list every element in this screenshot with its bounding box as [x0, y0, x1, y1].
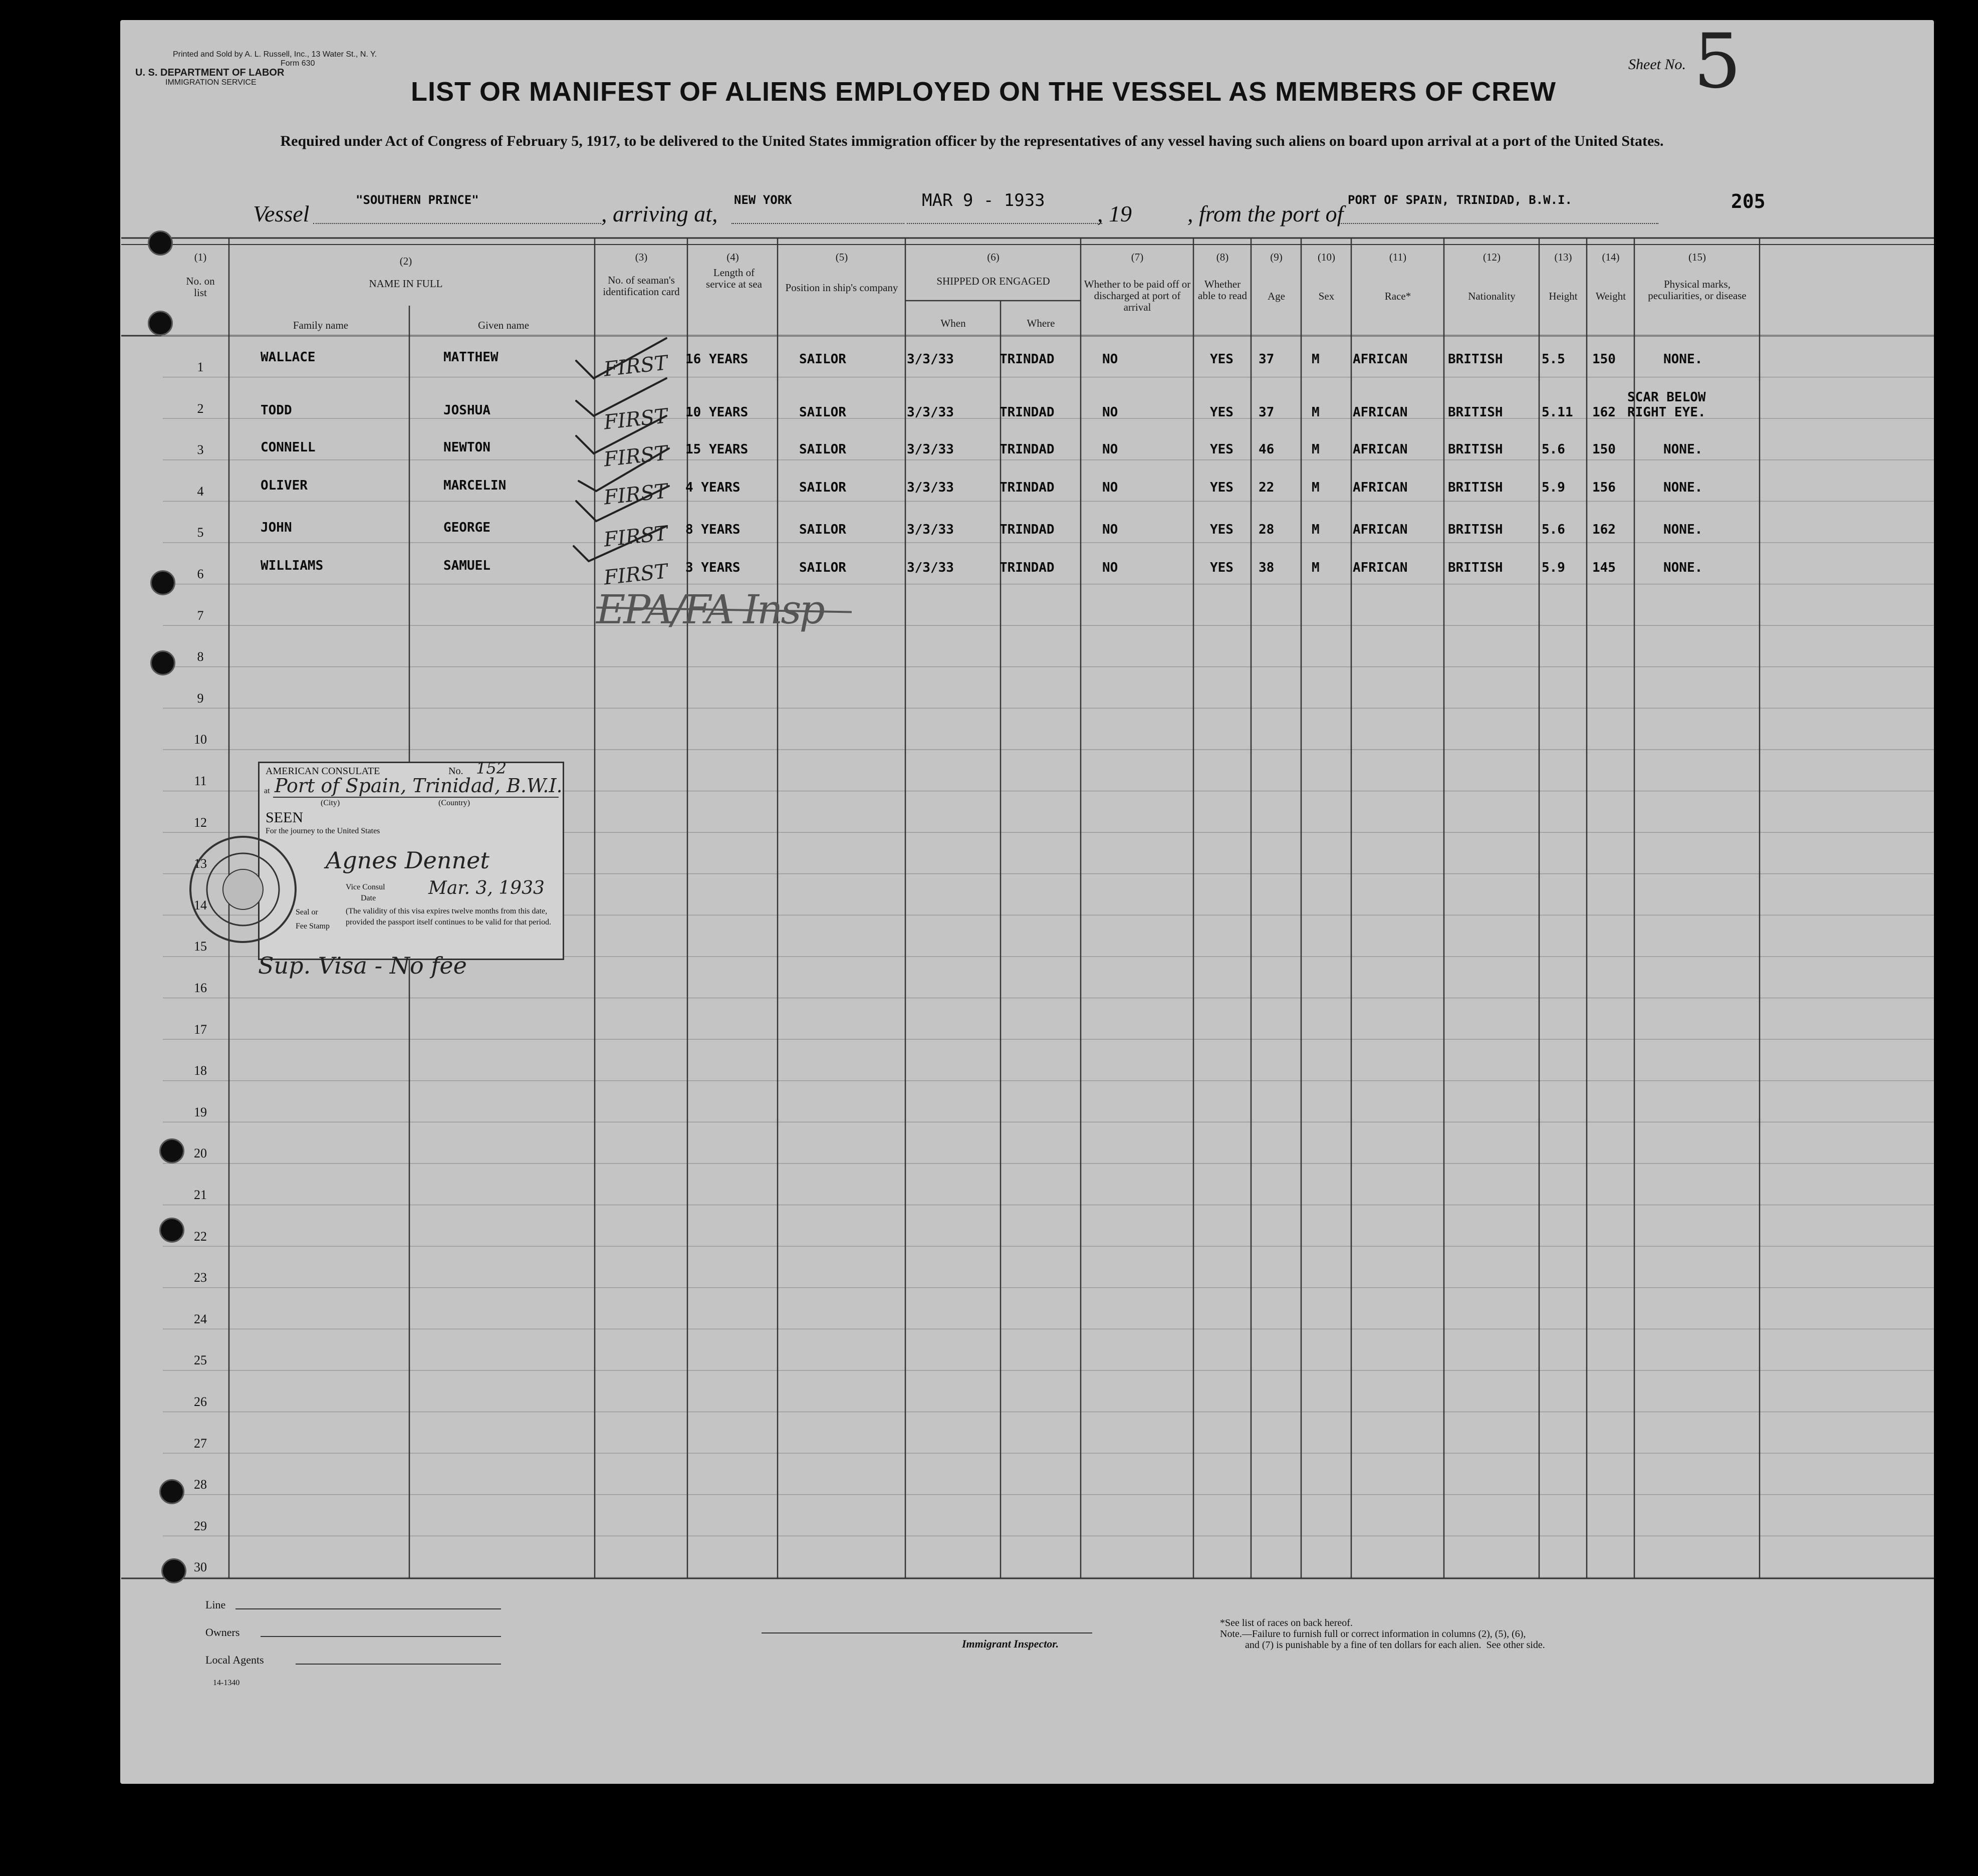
stamp-no: 152: [476, 759, 507, 778]
agents-label: Local Agents: [205, 1654, 264, 1666]
position-cell: SAILOR: [799, 560, 846, 575]
row-number: 10: [194, 732, 207, 747]
arriving-label: , arriving at,: [601, 201, 718, 226]
able-to-read-cell: YES: [1210, 480, 1233, 495]
nationality-cell: BRITISH: [1448, 560, 1503, 575]
height-cell: 5.9: [1542, 560, 1565, 575]
nationality-cell: BRITISH: [1448, 405, 1503, 420]
inspector-initials: EPA/FA Insp: [596, 586, 823, 633]
punch-hole: [150, 570, 175, 595]
row-number: 13: [194, 856, 207, 871]
col-11-label: Race*: [1384, 290, 1411, 302]
country-caption: (Country): [438, 799, 470, 807]
owners-label: Owners: [205, 1626, 240, 1638]
col-7-label: Whether to be paid off or discharged at port of arrival: [1084, 278, 1191, 313]
vessel-label: Vessel: [253, 201, 310, 226]
service-length-cell: 10 YEARS: [685, 405, 749, 420]
shipped-where-cell: TRINDAD: [1000, 560, 1055, 575]
owners-rule: [261, 1636, 501, 1637]
id-card-mark: FIRST: [602, 441, 669, 472]
row-number: 1: [197, 360, 204, 374]
shipped-when-cell: 3/3/33: [907, 560, 954, 575]
city-rule: [273, 797, 559, 798]
id-card-mark: FIRST: [602, 522, 669, 552]
row-number: 18: [194, 1063, 207, 1078]
sheet-label: Sheet No.: [1628, 56, 1686, 73]
sex-cell: M: [1312, 480, 1320, 495]
race-cell: AFRICAN: [1353, 405, 1408, 420]
col-5-label: Position in ship's company: [785, 282, 898, 294]
shipped-where-cell: TRINDAD: [1000, 405, 1055, 420]
family-name-cell: WILLIAMS: [261, 558, 324, 573]
row-number: 30: [194, 1560, 207, 1575]
row-number: 6: [197, 567, 204, 581]
consul-label: Vice Consul: [346, 883, 385, 891]
row-number: 15: [194, 939, 207, 954]
col-4-label: Length of service at sea: [706, 267, 762, 290]
col-2-label: NAME IN FULL: [369, 278, 443, 290]
col-1-header: (1): [194, 251, 207, 263]
inspector-rule: [762, 1632, 1092, 1633]
visa-note: Sup. Visa - No fee: [258, 952, 467, 979]
col-15-label: Physical marks, peculiarities, or disease: [1648, 278, 1747, 302]
shipped-when-cell: 3/3/33: [907, 405, 954, 420]
col-7-header: (7): [1131, 251, 1144, 263]
stamp-at: at: [264, 787, 270, 795]
seen-label: SEEN: [266, 809, 303, 826]
id-card-mark: FIRST: [602, 351, 669, 381]
punch-hole: [159, 1138, 184, 1163]
row-number: 8: [197, 649, 204, 664]
row-number: 26: [194, 1394, 207, 1409]
given-name-cell: MATTHEW: [443, 350, 499, 365]
service-length-cell: 16 YEARS: [685, 352, 749, 367]
col-13-label: Height: [1549, 290, 1578, 302]
col-3-label: No. of seaman's identification card: [603, 274, 680, 298]
department: U. S. DEPARTMENT OF LABOR: [135, 67, 285, 78]
col-11-header: (11): [1389, 251, 1407, 263]
service-length-cell: 4 YEARS: [685, 480, 740, 495]
family-name-cell: OLIVER: [261, 478, 308, 493]
row-number: 9: [197, 690, 204, 706]
col-6-header: (6): [987, 251, 1000, 263]
col-6-label: SHIPPED OR ENGAGED: [936, 275, 1050, 287]
line-label: Line: [205, 1598, 226, 1611]
service: IMMIGRATION SERVICE: [165, 78, 257, 87]
physical-marks-cell: NONE.: [1663, 442, 1703, 457]
weight-cell: 162: [1592, 405, 1616, 420]
agents-rule: [296, 1664, 501, 1665]
where-header: Where: [1027, 317, 1055, 329]
punch-hole: [159, 1479, 184, 1504]
paid-off-cell: NO: [1102, 442, 1118, 457]
row-number: 5: [197, 525, 204, 540]
col-1-label: No. on list: [186, 275, 215, 299]
shipped-when-cell: 3/3/33: [907, 442, 954, 457]
col-4-header: (4): [726, 251, 739, 263]
form-number: Form 630: [281, 59, 315, 68]
race-cell: AFRICAN: [1353, 560, 1408, 575]
shipped-when-cell: 3/3/33: [907, 480, 954, 495]
height-cell: 5.5: [1542, 352, 1565, 367]
given-name-cell: GEORGE: [443, 520, 490, 535]
col-10-label: Sex: [1318, 290, 1335, 302]
family-name-cell: JOHN: [261, 520, 292, 535]
stamp-no-label: No.: [448, 766, 463, 777]
row-number: 2: [197, 401, 204, 416]
row-number: 20: [194, 1146, 207, 1161]
given-name-cell: JOSHUA: [443, 403, 490, 418]
id-card-mark: FIRST: [602, 560, 669, 590]
journey-text: For the journey to the United States: [266, 827, 380, 835]
date-caption: Date: [361, 894, 376, 902]
shipped-where-cell: TRINDAD: [1000, 480, 1055, 495]
from-port-label: , from the port of: [1187, 201, 1344, 226]
row-number: 23: [194, 1270, 207, 1285]
service-length-cell: 15 YEARS: [685, 442, 749, 457]
footer-note: *See list of races on back hereof. Note.—Failure to furnish full or correct information in columns (2), (5), (6), and (7) is punishable by a fine of ten dollars for each alien. See other side.: [1220, 1617, 1545, 1651]
consul-signature: Agnes Dennet: [326, 847, 489, 874]
when-header: When: [940, 317, 966, 329]
age-cell: 46: [1259, 442, 1275, 457]
weight-cell: 150: [1592, 442, 1616, 457]
row-number: 22: [194, 1229, 207, 1244]
row-number: 11: [194, 774, 207, 788]
paid-off-cell: NO: [1102, 522, 1118, 537]
race-cell: AFRICAN: [1353, 480, 1408, 495]
row-number: 16: [194, 981, 207, 995]
city-caption: (City): [321, 799, 340, 807]
able-to-read-cell: YES: [1210, 405, 1233, 420]
height-cell: 5.11: [1542, 405, 1573, 420]
able-to-read-cell: YES: [1210, 352, 1233, 367]
validity-text: (The validity of this visa expires twelve months from this date, provided the passport itself continues to be valid for that period.: [346, 907, 552, 926]
arrival-date: MAR 9 - 1933: [922, 190, 1045, 210]
race-cell: AFRICAN: [1353, 442, 1408, 457]
row-number: 28: [194, 1477, 207, 1492]
able-to-read-cell: YES: [1210, 522, 1233, 537]
year-label: , 19: [1097, 201, 1132, 226]
row-number: 27: [194, 1436, 207, 1451]
age-cell: 28: [1259, 522, 1275, 537]
age-cell: 38: [1259, 560, 1275, 575]
consulate-seal: [185, 832, 301, 947]
height-cell: 5.9: [1542, 480, 1565, 495]
given-name-header: Given name: [477, 319, 530, 331]
col-10-header: (10): [1318, 251, 1335, 263]
sheet-number: 5: [1693, 18, 1742, 105]
row-number: 3: [197, 442, 204, 457]
consulate-title: AMERICAN CONSULATE: [266, 766, 380, 777]
position-cell: SAILOR: [799, 352, 846, 367]
nationality-cell: BRITISH: [1448, 480, 1503, 495]
height-cell: 5.6: [1542, 522, 1565, 537]
line-rule: [235, 1608, 501, 1609]
able-to-read-cell: YES: [1210, 560, 1233, 575]
nationality-cell: BRITISH: [1448, 522, 1503, 537]
col-14-label: Weight: [1595, 290, 1626, 302]
shipped-where-cell: TRINDAD: [1000, 442, 1055, 457]
col-15-header: (15): [1688, 251, 1706, 263]
col-14-header: (14): [1602, 251, 1620, 263]
vessel-name: "SOUTHERN PRINCE": [356, 193, 479, 207]
inspector-label: Immigrant Inspector.: [962, 1637, 1059, 1650]
sex-cell: M: [1312, 405, 1320, 420]
col-5-header: (5): [835, 251, 848, 263]
row-number: 25: [194, 1353, 207, 1368]
weight-cell: 150: [1592, 352, 1616, 367]
service-length-cell: 3 YEARS: [685, 560, 740, 575]
race-cell: AFRICAN: [1353, 522, 1408, 537]
row-number: 14: [194, 897, 207, 912]
shipped-when-cell: 3/3/33: [907, 352, 954, 367]
weight-cell: 145: [1592, 560, 1616, 575]
fee-stamp-label: Fee Stamp: [296, 922, 330, 930]
punch-hole: [148, 311, 173, 336]
sex-cell: M: [1312, 560, 1320, 575]
row-number: 21: [194, 1188, 207, 1202]
id-card-mark: FIRST: [602, 480, 669, 510]
physical-marks-cell: NONE.: [1663, 522, 1703, 537]
sex-cell: M: [1312, 442, 1320, 457]
printer-note: Printed and Sold by A. L. Russell, Inc., 13 Water St., N. Y.: [173, 50, 377, 59]
punch-hole: [159, 1218, 184, 1243]
age-cell: 22: [1259, 480, 1275, 495]
height-cell: 5.6: [1542, 442, 1565, 457]
family-name-cell: CONNELL: [261, 440, 316, 455]
position-cell: SAILOR: [799, 442, 846, 457]
stamp-number: 205: [1731, 190, 1766, 212]
service-length-cell: 8 YEARS: [685, 522, 740, 537]
given-name-cell: NEWTON: [443, 440, 490, 455]
family-name-cell: WALLACE: [261, 350, 316, 365]
act-text: Required under Act of Congress of February 5, 1917, to be delivered to the United States immigration officer by the representatives of any vessel having such aliens on board upon arrival at a port of the United States.: [280, 133, 1664, 149]
col-2-header: (2): [399, 255, 412, 267]
position-cell: SAILOR: [799, 522, 846, 537]
nationality-cell: BRITISH: [1448, 442, 1503, 457]
arrival-port: NEW YORK: [734, 193, 792, 207]
id-card-mark: FIRST: [602, 404, 669, 434]
given-name-cell: SAMUEL: [443, 558, 490, 573]
col-12-header: (12): [1483, 251, 1501, 263]
seal-label: Seal or: [296, 908, 318, 916]
stamp-date: Mar. 3, 1933: [428, 878, 545, 898]
age-cell: 37: [1259, 405, 1275, 420]
row-number: 29: [194, 1518, 207, 1533]
col-12-label: Nationality: [1468, 290, 1516, 302]
able-to-read-cell: YES: [1210, 442, 1233, 457]
paid-off-cell: NO: [1102, 352, 1118, 367]
row-number: 19: [194, 1104, 207, 1119]
departure-port: PORT OF SPAIN, TRINIDAD, B.W.I.: [1348, 193, 1572, 207]
paid-off-cell: NO: [1102, 560, 1118, 575]
race-cell: AFRICAN: [1353, 352, 1408, 367]
physical-marks-cell: SCAR BELOW RIGHT EYE.: [1627, 390, 1706, 420]
punch-hole: [150, 650, 175, 675]
age-cell: 37: [1259, 352, 1275, 367]
col-8-header: (8): [1216, 251, 1229, 263]
position-cell: SAILOR: [799, 480, 846, 495]
weight-cell: 162: [1592, 522, 1616, 537]
physical-marks-cell: NONE.: [1663, 480, 1703, 495]
col-13-header: (13): [1554, 251, 1572, 263]
col-9-header: (9): [1270, 251, 1283, 263]
col-3-header: (3): [635, 251, 648, 263]
shipped-when-cell: 3/3/33: [907, 522, 954, 537]
col-8-label: Whether able to read: [1198, 278, 1247, 302]
physical-marks-cell: NONE.: [1663, 560, 1703, 575]
sex-cell: M: [1312, 352, 1320, 367]
punch-hole: [148, 230, 173, 256]
paid-off-cell: NO: [1102, 480, 1118, 495]
stamp-city: Port of Spain, Trinidad, B.W.I.: [275, 775, 563, 797]
footer-form-number: 14-1340: [213, 1679, 240, 1687]
col-9-label: Age: [1268, 290, 1285, 302]
family-name-cell: TODD: [261, 403, 292, 418]
family-name-header: Family name: [293, 319, 349, 331]
physical-marks-cell: NONE.: [1663, 352, 1703, 367]
document-title: LIST OR MANIFEST OF ALIENS EMPLOYED ON THE VESSEL AS MEMBERS OF CREW: [411, 77, 1557, 107]
row-number: 7: [197, 608, 204, 623]
shipped-where-cell: TRINDAD: [1000, 352, 1055, 367]
row-number: 4: [197, 484, 204, 499]
position-cell: SAILOR: [799, 405, 846, 420]
row-number: 12: [194, 815, 207, 830]
punch-hole: [161, 1558, 186, 1583]
shipped-where-cell: TRINDAD: [1000, 522, 1055, 537]
given-name-cell: MARCELIN: [443, 478, 507, 493]
weight-cell: 156: [1592, 480, 1616, 495]
nationality-cell: BRITISH: [1448, 352, 1503, 367]
row-number: 24: [194, 1311, 207, 1326]
row-number: 17: [194, 1022, 207, 1037]
paid-off-cell: NO: [1102, 405, 1118, 420]
sex-cell: M: [1312, 522, 1320, 537]
